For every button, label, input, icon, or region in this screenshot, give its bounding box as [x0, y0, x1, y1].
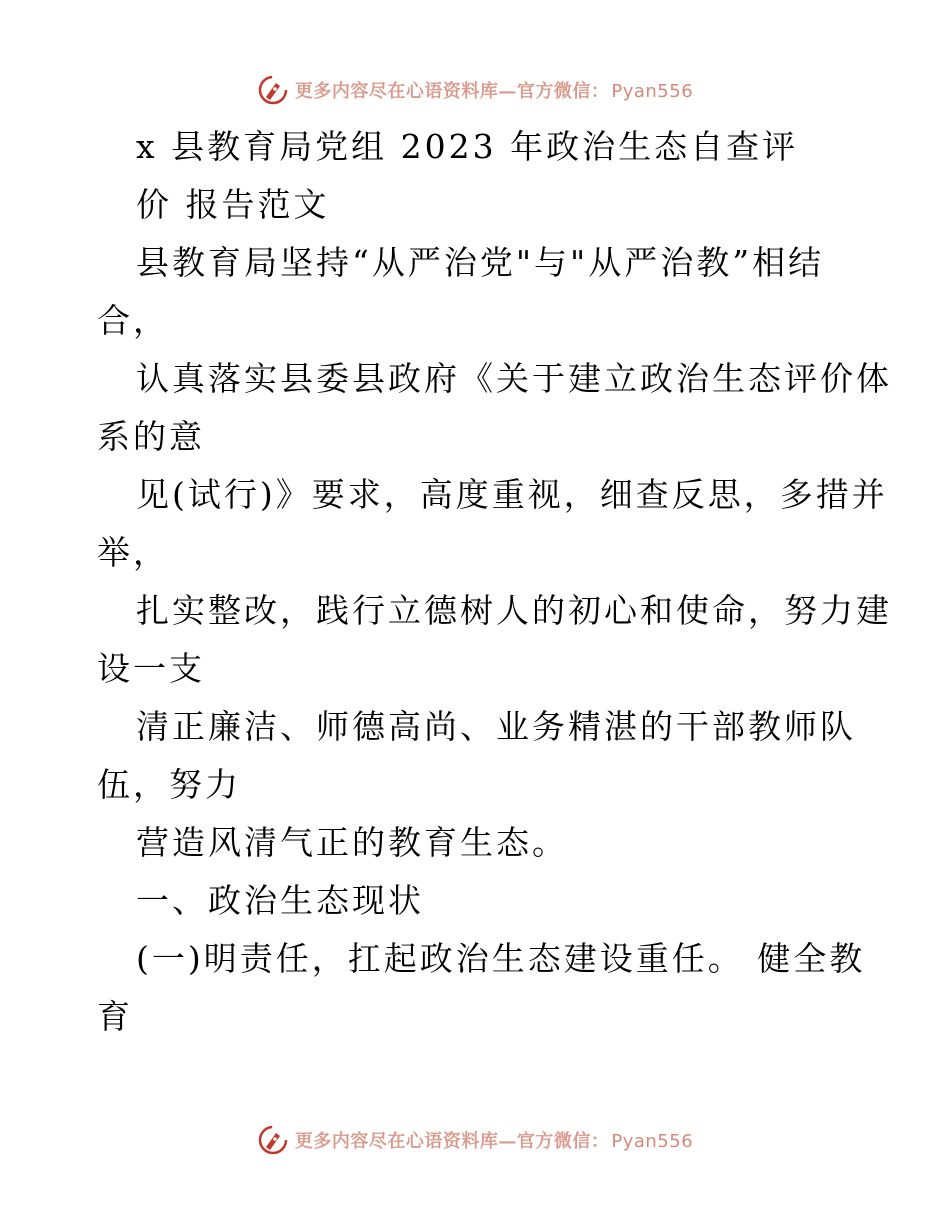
- paragraph-line: 育: [97, 997, 133, 1036]
- footer-watermark: [0, 1122, 950, 1158]
- subsection-heading: (一)明责任，扛起政治生态建设重任。 健全教: [136, 939, 866, 978]
- paragraph-line: 县教育局坚持“从严治党"与"从严治教”相结: [136, 243, 825, 282]
- paragraph-line: 营造风清气正的教育生态。: [136, 823, 568, 862]
- paragraph-line: 扎实整改，践行立德树人的初心和使命，努力建: [136, 591, 892, 630]
- watermark-text: 更多内容尽在心语资料库—官方微信： Pyan556: [294, 1131, 694, 1152]
- header-watermark: [0, 72, 950, 108]
- document-title-line-2: 价 报告范文: [136, 185, 330, 224]
- paragraph-line: 认真落实县委县政府《关于建立政治生态评价体: [136, 359, 892, 398]
- paragraph-line: 见(试行)》要求，高度重视，细查反思，多措并: [136, 475, 888, 514]
- section-heading: 一、政治生态现状: [136, 881, 424, 920]
- paragraph-line: 合，: [97, 301, 169, 340]
- watermark-handle: Pyan556: [611, 81, 694, 102]
- paragraph-line: 伍，努力: [97, 765, 241, 804]
- paragraph-line: 举，: [97, 533, 169, 572]
- watermark-text: 更多内容尽在心语资料库—官方微信： Pyan556: [294, 81, 694, 102]
- pen-nib-circle-icon: [257, 74, 289, 106]
- pen-nib-circle-icon: [257, 1124, 289, 1156]
- paragraph-line: 系的意: [97, 417, 205, 456]
- document-title-line-1: x 县教育局党组 2023 年政治生态自查评: [136, 127, 799, 166]
- paragraph-line: 清正廉洁、师德高尚、业务精湛的干部教师队: [136, 707, 856, 746]
- paragraph-line: 设一支: [97, 649, 205, 688]
- watermark-handle: Pyan556: [611, 1131, 694, 1152]
